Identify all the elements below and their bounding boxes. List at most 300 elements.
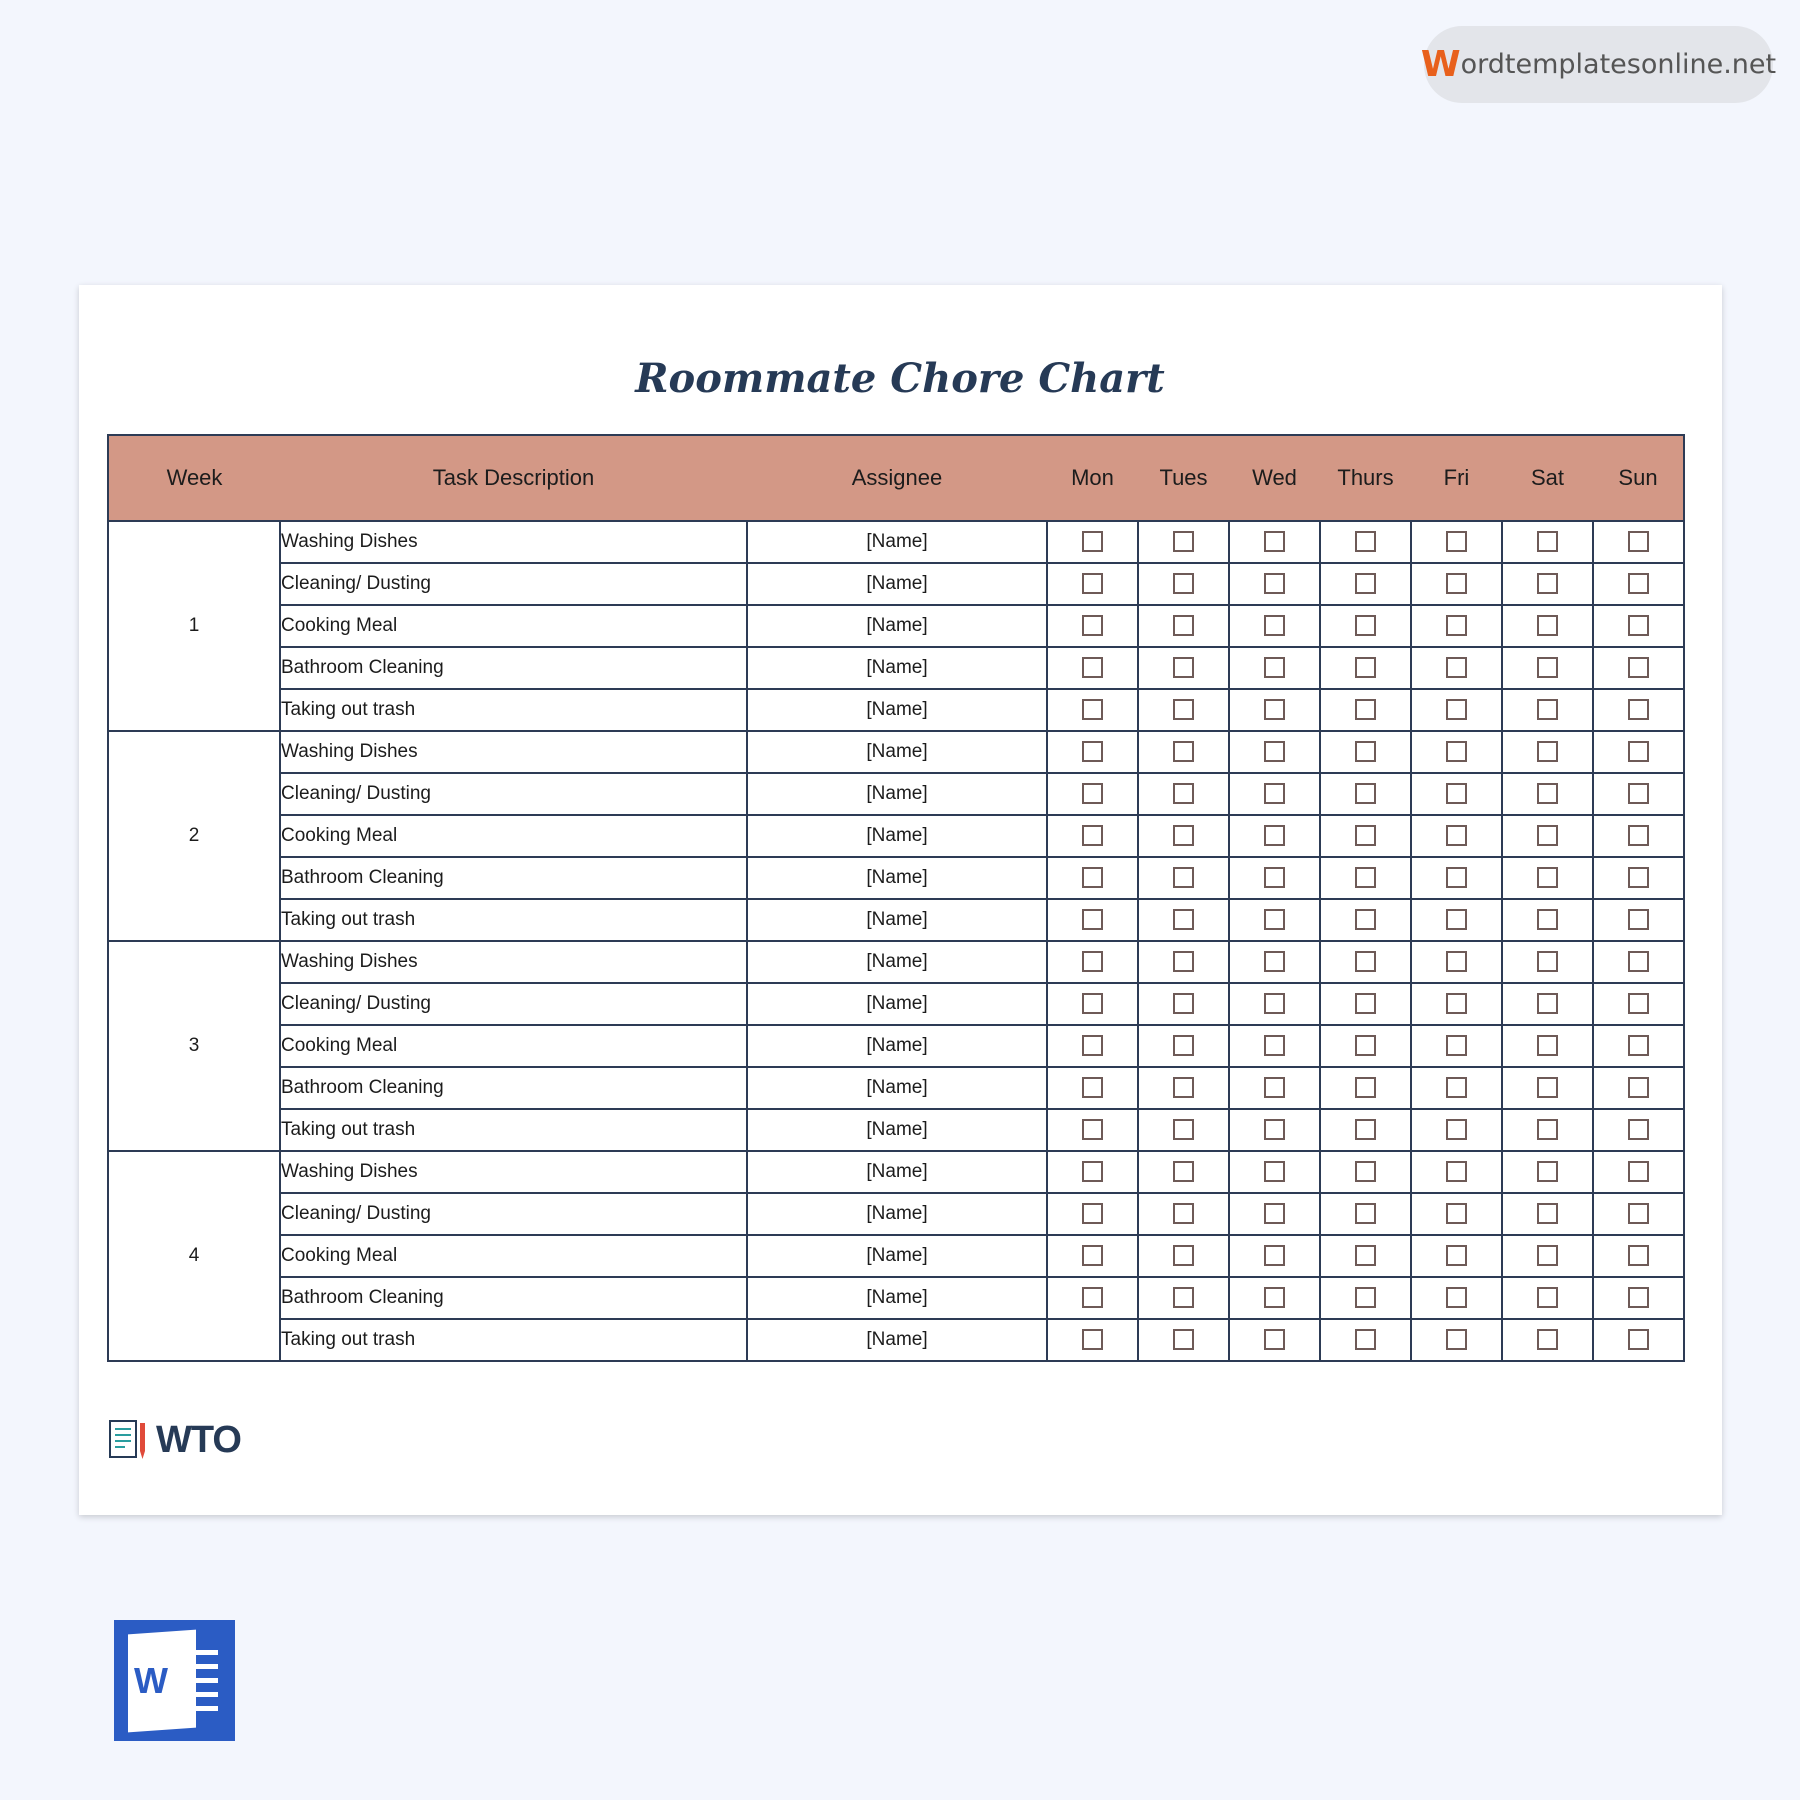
day-cell (1593, 773, 1684, 815)
checkbox[interactable] (1264, 1161, 1285, 1182)
checkbox[interactable] (1173, 1119, 1194, 1140)
day-cell (1320, 815, 1411, 857)
checkbox[interactable] (1355, 825, 1376, 846)
day-cell (1320, 1067, 1411, 1109)
checkbox[interactable] (1082, 657, 1103, 678)
checkbox[interactable] (1355, 699, 1376, 720)
checkbox[interactable] (1628, 1161, 1649, 1182)
checkbox[interactable] (1355, 741, 1376, 762)
checkbox[interactable] (1355, 1287, 1376, 1308)
day-cell (1229, 899, 1320, 941)
checkbox[interactable] (1628, 1287, 1649, 1308)
header-sat: Sat (1502, 435, 1593, 521)
assignee-name: [Name] (747, 983, 1047, 1025)
day-cell (1047, 1067, 1138, 1109)
checkbox[interactable] (1082, 1161, 1103, 1182)
day-cell (1320, 563, 1411, 605)
day-cell (1411, 563, 1502, 605)
checkbox[interactable] (1446, 993, 1467, 1014)
day-cell (1047, 1109, 1138, 1151)
day-cell (1047, 773, 1138, 815)
checkbox[interactable] (1082, 825, 1103, 846)
checkbox[interactable] (1537, 867, 1558, 888)
assignee-name: [Name] (747, 815, 1047, 857)
checkbox[interactable] (1173, 657, 1194, 678)
day-cell (1593, 1235, 1684, 1277)
day-cell (1229, 647, 1320, 689)
checkbox[interactable] (1537, 1035, 1558, 1056)
checkbox[interactable] (1446, 1329, 1467, 1350)
checkbox[interactable] (1537, 615, 1558, 636)
checkbox[interactable] (1264, 1119, 1285, 1140)
day-cell (1320, 899, 1411, 941)
table-row (108, 857, 1684, 899)
header-row (108, 435, 1684, 521)
checkbox[interactable] (1173, 993, 1194, 1014)
day-cell (1138, 1319, 1229, 1361)
day-cell (1229, 1109, 1320, 1151)
day-cell (1593, 521, 1684, 563)
checkbox[interactable] (1264, 1203, 1285, 1224)
day-cell (1593, 563, 1684, 605)
assignee-name: [Name] (747, 563, 1047, 605)
table-row (108, 815, 1684, 857)
day-cell (1593, 941, 1684, 983)
checkbox[interactable] (1082, 699, 1103, 720)
checkbox[interactable] (1628, 615, 1649, 636)
task-description: Washing Dishes (280, 521, 747, 563)
checkbox[interactable] (1537, 951, 1558, 972)
checkbox[interactable] (1173, 573, 1194, 594)
day-cell (1502, 1235, 1593, 1277)
day-cell (1320, 773, 1411, 815)
day-cell (1411, 1193, 1502, 1235)
table-row (108, 521, 1684, 563)
checkbox[interactable] (1264, 909, 1285, 930)
checkbox[interactable] (1173, 909, 1194, 930)
checkbox[interactable] (1537, 531, 1558, 552)
day-cell (1593, 605, 1684, 647)
checkbox[interactable] (1628, 993, 1649, 1014)
header-fri: Fri (1411, 435, 1502, 521)
checkbox[interactable] (1355, 1245, 1376, 1266)
table-row (108, 1151, 1684, 1193)
checkbox[interactable] (1082, 1329, 1103, 1350)
assignee-name: [Name] (747, 1319, 1047, 1361)
day-cell (1229, 773, 1320, 815)
table-row (108, 1109, 1684, 1151)
checkbox[interactable] (1264, 783, 1285, 804)
checkbox[interactable] (1446, 1203, 1467, 1224)
day-cell (1502, 857, 1593, 899)
checkbox[interactable] (1446, 1035, 1467, 1056)
day-cell (1047, 1151, 1138, 1193)
checkbox[interactable] (1355, 573, 1376, 594)
day-cell (1229, 521, 1320, 563)
checkbox[interactable] (1446, 951, 1467, 972)
checkbox[interactable] (1446, 1287, 1467, 1308)
task-description: Cooking Meal (280, 1025, 747, 1067)
assignee-name: [Name] (747, 899, 1047, 941)
day-cell (1411, 731, 1502, 773)
checkbox[interactable] (1537, 1077, 1558, 1098)
day-cell (1411, 605, 1502, 647)
day-cell (1502, 773, 1593, 815)
checkbox[interactable] (1537, 993, 1558, 1014)
checkbox[interactable] (1082, 1077, 1103, 1098)
checkbox[interactable] (1173, 615, 1194, 636)
day-cell (1229, 815, 1320, 857)
header-sun: Sun (1593, 435, 1684, 521)
checkbox[interactable] (1355, 531, 1376, 552)
day-cell (1502, 1193, 1593, 1235)
day-cell (1047, 1319, 1138, 1361)
day-cell (1593, 1109, 1684, 1151)
week-number: 2 (108, 731, 280, 941)
checkbox[interactable] (1537, 1119, 1558, 1140)
day-cell (1047, 521, 1138, 563)
day-cell (1411, 689, 1502, 731)
checkbox[interactable] (1264, 1035, 1285, 1056)
day-cell (1320, 1193, 1411, 1235)
task-description: Cleaning/ Dusting (280, 1193, 747, 1235)
checkbox[interactable] (1173, 531, 1194, 552)
checkbox[interactable] (1628, 1035, 1649, 1056)
day-cell (1502, 731, 1593, 773)
checkbox[interactable] (1446, 657, 1467, 678)
day-cell (1502, 1277, 1593, 1319)
checkbox[interactable] (1628, 1245, 1649, 1266)
checkbox[interactable] (1082, 909, 1103, 930)
checkbox[interactable] (1173, 1203, 1194, 1224)
checkbox[interactable] (1537, 573, 1558, 594)
week-number: 4 (108, 1151, 280, 1361)
checkbox[interactable] (1173, 1077, 1194, 1098)
day-cell (1229, 941, 1320, 983)
checkbox[interactable] (1446, 1245, 1467, 1266)
day-cell (1593, 1319, 1684, 1361)
chore-table-body (108, 521, 1684, 1361)
checkbox[interactable] (1537, 825, 1558, 846)
checkbox[interactable] (1082, 1035, 1103, 1056)
checkbox[interactable] (1082, 1203, 1103, 1224)
day-cell (1502, 563, 1593, 605)
task-description: Cleaning/ Dusting (280, 563, 747, 605)
checkbox[interactable] (1082, 741, 1103, 762)
header-mon: Mon (1047, 435, 1138, 521)
checkbox[interactable] (1264, 573, 1285, 594)
checkbox[interactable] (1082, 951, 1103, 972)
table-row (108, 941, 1684, 983)
checkbox[interactable] (1173, 783, 1194, 804)
checkbox[interactable] (1264, 531, 1285, 552)
checkbox[interactable] (1628, 1077, 1649, 1098)
checkbox[interactable] (1446, 699, 1467, 720)
checkbox[interactable] (1173, 1329, 1194, 1350)
day-cell (1229, 1193, 1320, 1235)
task-description: Bathroom Cleaning (280, 857, 747, 899)
checkbox[interactable] (1355, 867, 1376, 888)
checkbox[interactable] (1446, 825, 1467, 846)
checkbox[interactable] (1446, 1161, 1467, 1182)
checkbox[interactable] (1355, 657, 1376, 678)
assignee-name: [Name] (747, 1277, 1047, 1319)
checkbox[interactable] (1628, 657, 1649, 678)
checkbox[interactable] (1537, 1287, 1558, 1308)
checkbox[interactable] (1628, 741, 1649, 762)
day-cell (1593, 857, 1684, 899)
day-cell (1593, 899, 1684, 941)
day-cell (1138, 815, 1229, 857)
day-cell (1593, 815, 1684, 857)
checkbox[interactable] (1173, 867, 1194, 888)
checkbox[interactable] (1173, 1035, 1194, 1056)
day-cell (1229, 1319, 1320, 1361)
day-cell (1229, 1235, 1320, 1277)
day-cell (1138, 1277, 1229, 1319)
day-cell (1138, 983, 1229, 1025)
checkbox[interactable] (1537, 1245, 1558, 1266)
task-description: Cleaning/ Dusting (280, 983, 747, 1025)
day-cell (1593, 731, 1684, 773)
day-cell (1502, 1319, 1593, 1361)
day-cell (1138, 605, 1229, 647)
task-description: Taking out trash (280, 1319, 747, 1361)
day-cell (1320, 1319, 1411, 1361)
checkbox[interactable] (1264, 951, 1285, 972)
day-cell (1138, 941, 1229, 983)
day-cell (1047, 563, 1138, 605)
checkbox[interactable] (1355, 783, 1376, 804)
assignee-name: [Name] (747, 1067, 1047, 1109)
day-cell (1138, 563, 1229, 605)
day-cell (1047, 815, 1138, 857)
header-week: Week (108, 435, 280, 521)
checkbox[interactable] (1264, 993, 1285, 1014)
assignee-name: [Name] (747, 1151, 1047, 1193)
chore-table (107, 434, 1685, 1362)
header-thurs: Thurs (1320, 435, 1411, 521)
task-description: Cooking Meal (280, 1235, 747, 1277)
checkbox[interactable] (1537, 699, 1558, 720)
checkbox[interactable] (1355, 615, 1376, 636)
checkbox[interactable] (1264, 615, 1285, 636)
checkbox[interactable] (1173, 699, 1194, 720)
day-cell (1411, 1151, 1502, 1193)
checkbox[interactable] (1355, 1119, 1376, 1140)
checkbox[interactable] (1355, 1161, 1376, 1182)
checkbox[interactable] (1264, 741, 1285, 762)
checkbox[interactable] (1264, 657, 1285, 678)
assignee-name: [Name] (747, 941, 1047, 983)
day-cell (1138, 647, 1229, 689)
day-cell (1229, 857, 1320, 899)
day-cell (1411, 647, 1502, 689)
day-cell (1411, 1277, 1502, 1319)
checkbox[interactable] (1537, 1161, 1558, 1182)
checkbox[interactable] (1264, 1077, 1285, 1098)
day-cell (1229, 689, 1320, 731)
assignee-name: [Name] (747, 857, 1047, 899)
checkbox[interactable] (1446, 909, 1467, 930)
checkbox[interactable] (1173, 1161, 1194, 1182)
day-cell (1320, 521, 1411, 563)
checkbox[interactable] (1628, 1203, 1649, 1224)
checkbox[interactable] (1082, 783, 1103, 804)
day-cell (1320, 689, 1411, 731)
checkbox[interactable] (1264, 867, 1285, 888)
checkbox[interactable] (1446, 783, 1467, 804)
header-task: Task Description (280, 435, 747, 521)
day-cell (1411, 941, 1502, 983)
day-cell (1502, 983, 1593, 1025)
day-cell (1320, 1151, 1411, 1193)
day-cell (1047, 1025, 1138, 1067)
day-cell (1593, 1067, 1684, 1109)
day-cell (1502, 605, 1593, 647)
day-cell (1138, 731, 1229, 773)
checkbox[interactable] (1082, 1119, 1103, 1140)
assignee-name: [Name] (747, 689, 1047, 731)
day-cell (1138, 1067, 1229, 1109)
checkbox[interactable] (1446, 1077, 1467, 1098)
day-cell (1593, 1193, 1684, 1235)
checkbox[interactable] (1628, 783, 1649, 804)
day-cell (1502, 1109, 1593, 1151)
checkbox[interactable] (1355, 993, 1376, 1014)
checkbox[interactable] (1628, 825, 1649, 846)
checkbox[interactable] (1082, 993, 1103, 1014)
day-cell (1138, 521, 1229, 563)
task-description: Cleaning/ Dusting (280, 773, 747, 815)
assignee-name: [Name] (747, 1235, 1047, 1277)
table-row (108, 983, 1684, 1025)
checkbox[interactable] (1082, 615, 1103, 636)
checkbox[interactable] (1355, 1203, 1376, 1224)
day-cell (1320, 1235, 1411, 1277)
wto-logo (108, 1417, 241, 1463)
task-description: Cooking Meal (280, 605, 747, 647)
checkbox[interactable] (1082, 1287, 1103, 1308)
table-row (108, 1067, 1684, 1109)
day-cell (1138, 1025, 1229, 1067)
checkbox[interactable] (1264, 699, 1285, 720)
table-row (108, 1025, 1684, 1067)
checkbox[interactable] (1628, 1329, 1649, 1350)
checkbox[interactable] (1628, 573, 1649, 594)
checkbox[interactable] (1446, 573, 1467, 594)
checkbox[interactable] (1264, 1287, 1285, 1308)
checkbox[interactable] (1537, 741, 1558, 762)
day-cell (1320, 647, 1411, 689)
checkbox[interactable] (1355, 909, 1376, 930)
day-cell (1593, 1151, 1684, 1193)
checkbox[interactable] (1082, 867, 1103, 888)
checkbox[interactable] (1264, 825, 1285, 846)
checkbox[interactable] (1173, 1245, 1194, 1266)
document-title: Roommate Chore Chart (635, 355, 1165, 402)
checkbox[interactable] (1082, 573, 1103, 594)
day-cell (1320, 605, 1411, 647)
assignee-name: [Name] (747, 773, 1047, 815)
task-description: Bathroom Cleaning (280, 647, 747, 689)
checkbox[interactable] (1628, 867, 1649, 888)
day-cell (1047, 1193, 1138, 1235)
day-cell (1320, 983, 1411, 1025)
checkbox[interactable] (1628, 951, 1649, 972)
checkbox[interactable] (1446, 615, 1467, 636)
checkbox[interactable] (1355, 1077, 1376, 1098)
table-row (108, 1319, 1684, 1361)
day-cell (1502, 899, 1593, 941)
checkbox[interactable] (1264, 1329, 1285, 1350)
checkbox[interactable] (1082, 1245, 1103, 1266)
day-cell (1138, 899, 1229, 941)
checkbox[interactable] (1537, 783, 1558, 804)
day-cell (1411, 1319, 1502, 1361)
checkbox[interactable] (1537, 657, 1558, 678)
day-cell (1411, 899, 1502, 941)
task-description: Taking out trash (280, 1109, 747, 1151)
day-cell (1411, 857, 1502, 899)
day-cell (1593, 983, 1684, 1025)
day-cell (1411, 1067, 1502, 1109)
checkbox[interactable] (1537, 1329, 1558, 1350)
day-cell (1229, 1151, 1320, 1193)
table-row (108, 1193, 1684, 1235)
checkbox[interactable] (1628, 909, 1649, 930)
day-cell (1229, 983, 1320, 1025)
checkbox[interactable] (1446, 867, 1467, 888)
table-row (108, 689, 1684, 731)
checkbox[interactable] (1355, 1329, 1376, 1350)
checkbox[interactable] (1446, 531, 1467, 552)
checkbox[interactable] (1628, 699, 1649, 720)
day-cell (1320, 857, 1411, 899)
day-cell (1229, 1025, 1320, 1067)
checkbox[interactable] (1173, 741, 1194, 762)
checkbox[interactable] (1628, 531, 1649, 552)
day-cell (1138, 1151, 1229, 1193)
day-cell (1047, 983, 1138, 1025)
table-row (108, 605, 1684, 647)
checkbox[interactable] (1537, 1203, 1558, 1224)
checkbox[interactable] (1264, 1245, 1285, 1266)
day-cell (1411, 773, 1502, 815)
checkbox[interactable] (1173, 1287, 1194, 1308)
checkbox[interactable] (1173, 825, 1194, 846)
table-row (108, 647, 1684, 689)
day-cell (1411, 983, 1502, 1025)
checkbox[interactable] (1355, 1035, 1376, 1056)
checkbox[interactable] (1355, 951, 1376, 972)
task-description: Taking out trash (280, 689, 747, 731)
checkbox[interactable] (1082, 531, 1103, 552)
day-cell (1502, 815, 1593, 857)
checkbox[interactable] (1446, 741, 1467, 762)
day-cell (1047, 899, 1138, 941)
checkbox[interactable] (1446, 1119, 1467, 1140)
task-description: Washing Dishes (280, 731, 747, 773)
checkbox[interactable] (1628, 1119, 1649, 1140)
checkbox[interactable] (1537, 909, 1558, 930)
day-cell (1138, 1109, 1229, 1151)
day-cell (1047, 941, 1138, 983)
checkbox[interactable] (1173, 951, 1194, 972)
day-cell (1047, 605, 1138, 647)
table-row (108, 899, 1684, 941)
assignee-name: [Name] (747, 1109, 1047, 1151)
